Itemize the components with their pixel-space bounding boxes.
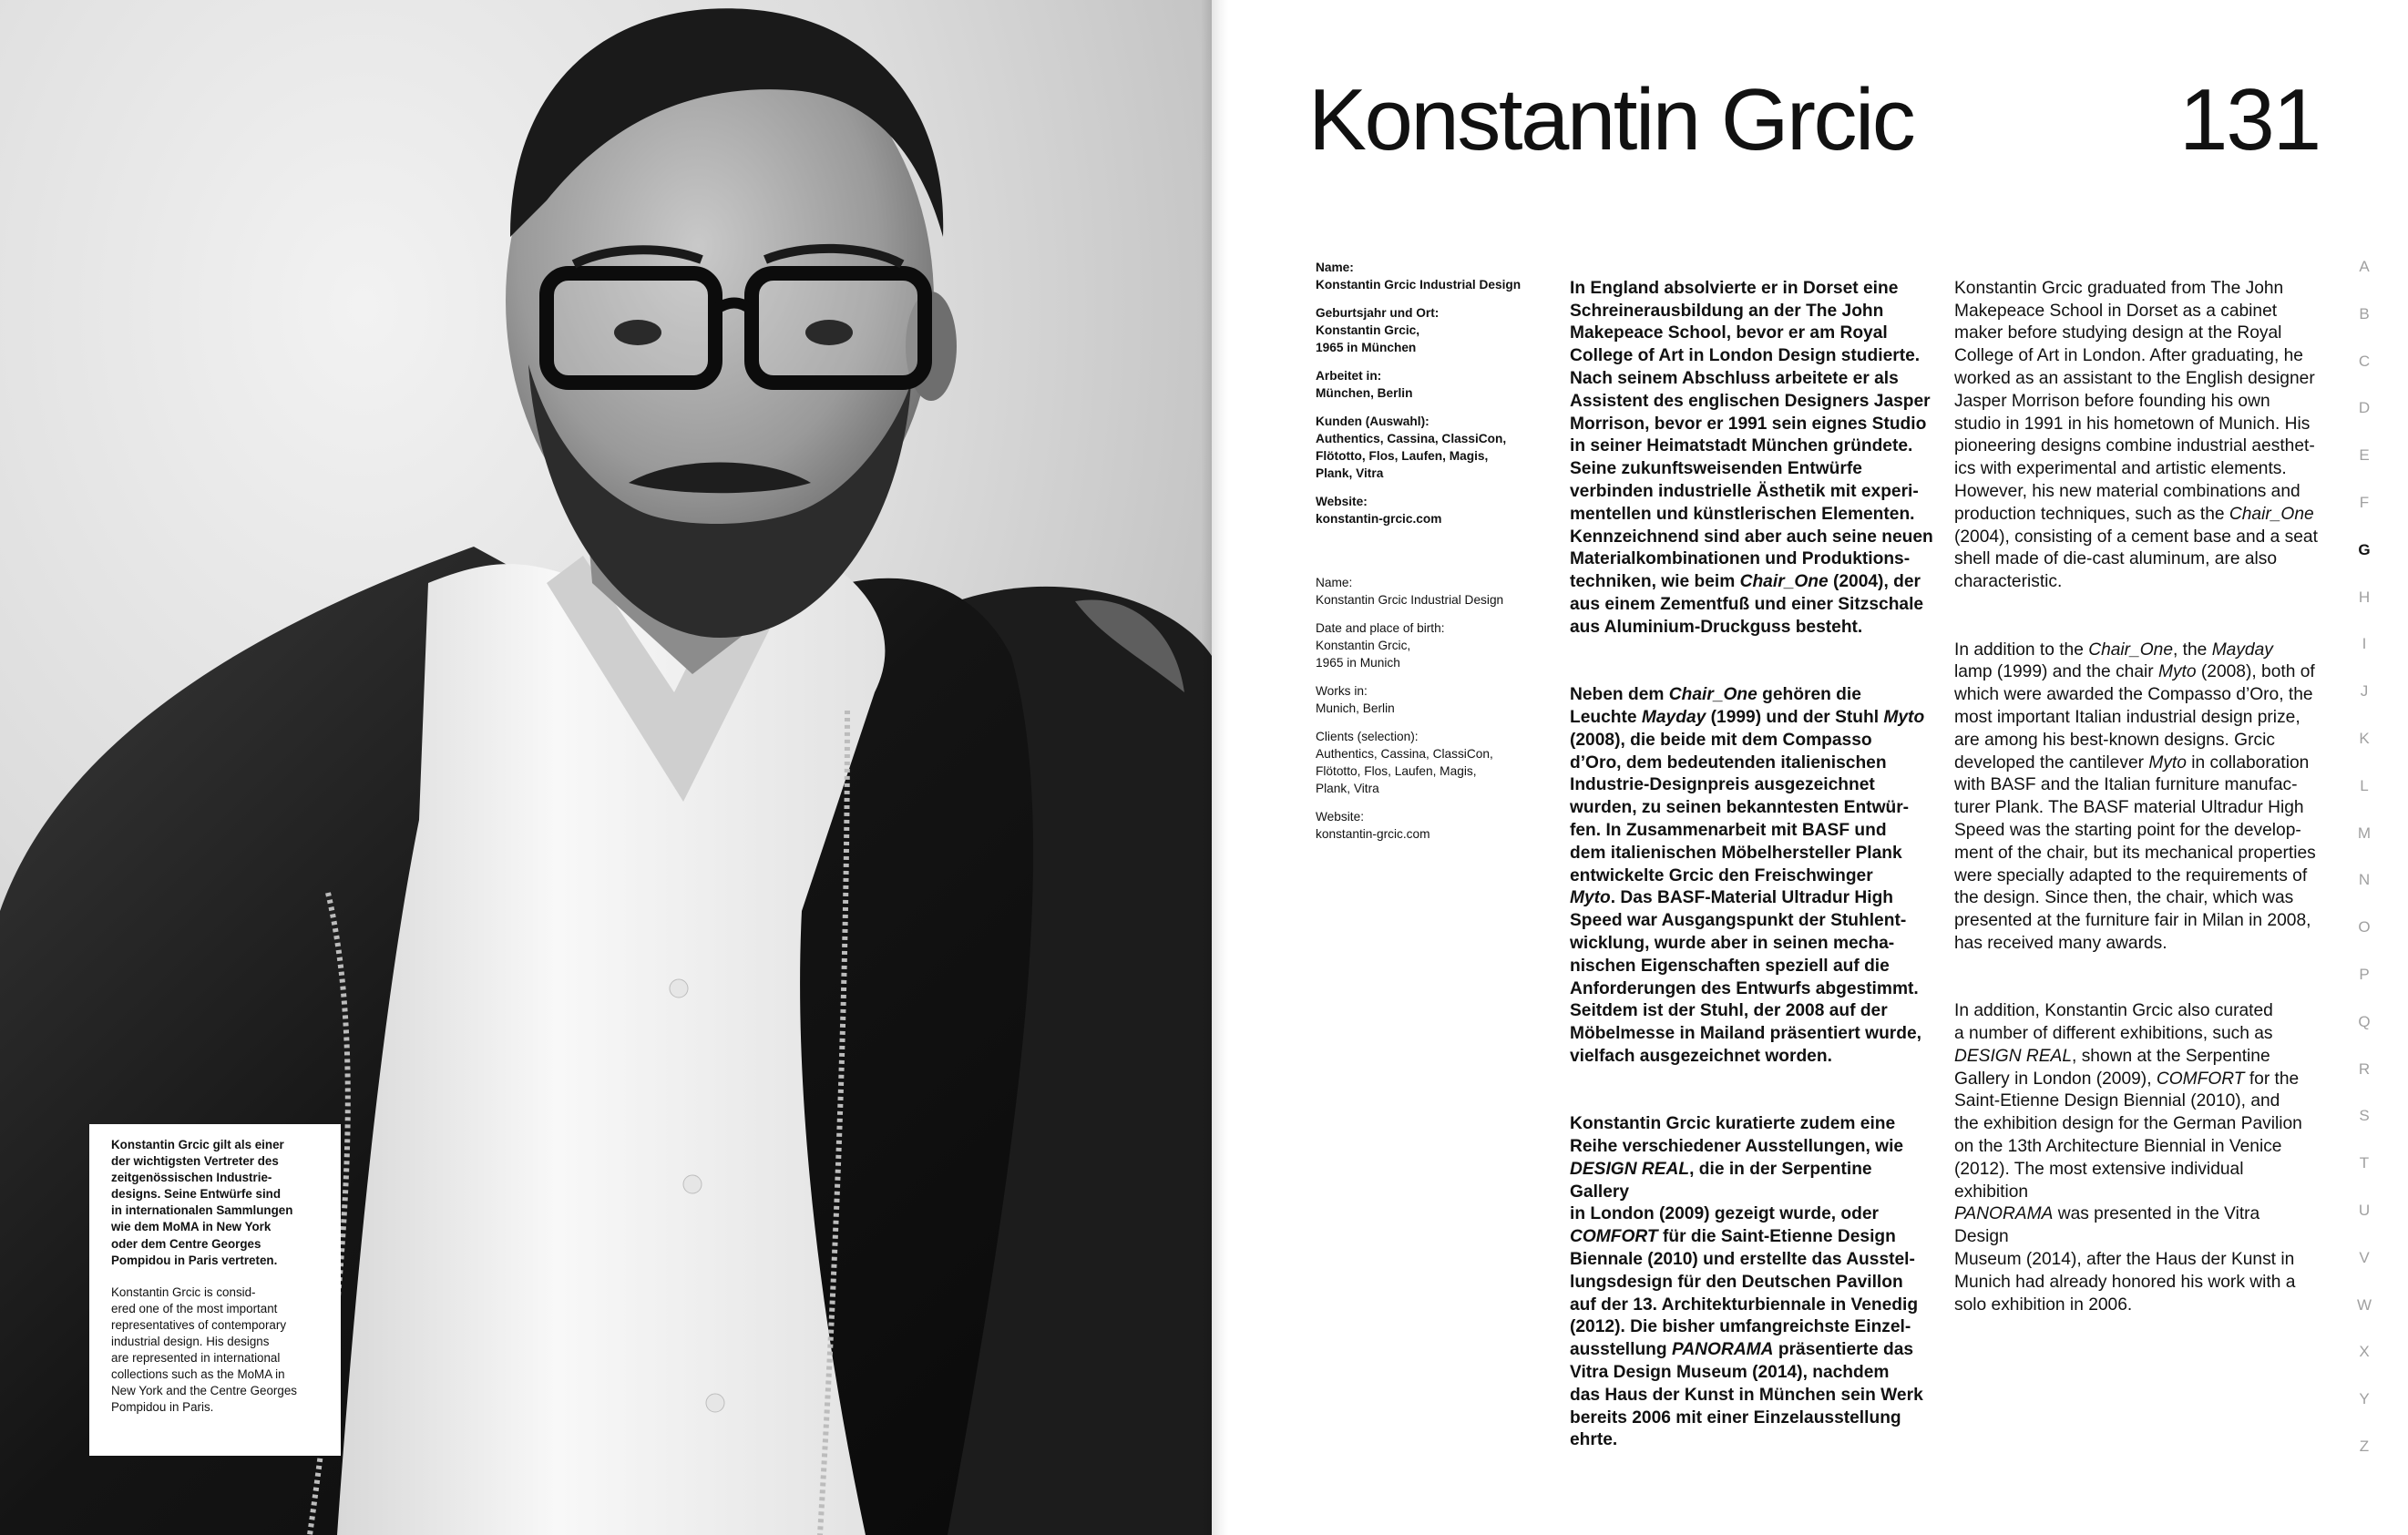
- meta-english: [1316, 574, 1552, 854]
- meta-label: Kunden (Auswahl):: [1316, 414, 1429, 428]
- alphabet-letter-s: S: [2359, 1107, 2370, 1125]
- meta-item: [1316, 413, 1552, 482]
- body-text-german: [1570, 255, 1934, 1475]
- meta-label: Name:: [1316, 261, 1354, 274]
- body-paragraph: In addition, Konstantin Grcic also curated a number of different exhibitions, such as DESIGN REAL, shown at the Serpentine Gallery in London (2009), COMFORT for the Saint-Etienne Design Biennial (2010), and the exhibition design for the German Pavilion on the 13th Architecture Biennial in Venice (2012). The most extensive individual exhibition PANORAMA was presented in the Vitra Design Museum (2014), after the Haus der Kunst in Munich had already honored his work with a solo exhibition in 2006.: [1954, 1001, 2302, 1315]
- meta-item: [1316, 728, 1552, 797]
- alphabet-letter-g: G: [2358, 540, 2371, 558]
- alphabet-index: [2351, 253, 2378, 1480]
- meta-item: [1316, 493, 1552, 527]
- body-paragraph: Konstantin Grcic kuratierte zudem eine Reihe verschiedener Ausstellungen, wie DESIGN REAL, die in der Serpentine Gallery in London (2009) gezeigt wurde, oder COMFORT für die Saint-Etienne Design Biennale (2010) und erstellte das Ausstel- lungsdesign für den Deutschen Pavillon auf der 13. Architekturbiennale in Venedig (2012). Die bisher umfangreichste Einzel- ausstellung PANORAMA präsentierte das Vitra Design Museum (2014), nachdem das Haus der Kunst in München sein Werk bereits 2006 mit einer Einzelausstellung ehrte.: [1570, 1114, 1923, 1450]
- meta-label: Geburtsjahr und Ort:: [1316, 306, 1440, 320]
- alphabet-letter-j: J: [2360, 682, 2369, 701]
- body-paragraph: In addition to the Chair_One, the Mayday lamp (1999) and the chair Myto (2008), both of which were awarded the Compasso d’Oro, the most important Italian industrial design prize, are among his best-known designs. Grcic developed the cantilever Myto in collaboration with BASF and the Italian furniture manufac- turer Plank. The BASF material Ultradur High Speed was the starting point for the develop- ment of the chair, but its mechanical properties were specially adapted to the requirements of the design. Since then, the chair, which was presented at the furniture fair in Milan in 2008, has received many awards.: [1954, 640, 2316, 953]
- alphabet-letter-u: U: [2358, 1201, 2371, 1219]
- caption-english: Konstantin Grcic is consid- ered one of the most important representatives of contemporary industrial design. His designs are represented in international collections such as the MoMA in New York and the Centre Georges Pompidou in Paris.: [111, 1284, 297, 1415]
- meta-item: [1316, 367, 1552, 402]
- alphabet-letter-r: R: [2358, 1059, 2371, 1078]
- caption-german: Konstantin Grcic gilt als einer der wichtigsten Vertreter des zeitgenössischen Industrie- designs. Seine Entwürfe sind in internationalen Sammlungen wie dem MoMA in New York oder dem Centre Georges Pompidou in Paris vertreten.: [111, 1138, 293, 1267]
- alphabet-letter-p: P: [2359, 965, 2370, 983]
- body-paragraph: Konstantin Grcic graduated from The John Makepeace School in Dorset as a cabinet maker before studying design at the Royal College of Art in London. After graduating, he worked as an assistant to the English designer Jasper Morrison before founding his own studio in 1991 in his hometown of Munich. His pioneering designs combine industrial aesthet- ics with experimental and artistic elements. However, his new material combinations and production techniques, such as the Chair_One (2004), consisting of a cement base and a seat shell made of die-cast aluminum, are also characteristic.: [1954, 278, 2318, 592]
- meta-value: Munich, Berlin: [1316, 701, 1395, 715]
- website-link-de: konstantin-grcic.com: [1316, 512, 1442, 526]
- meta-value: München, Berlin: [1316, 386, 1413, 400]
- alphabet-letter-m: M: [2357, 824, 2372, 842]
- meta-label: Clients (selection):: [1316, 730, 1419, 743]
- alphabet-letter-v: V: [2359, 1248, 2370, 1266]
- alphabet-letter-y: Y: [2359, 1390, 2370, 1408]
- meta-label: Date and place of birth:: [1316, 621, 1445, 635]
- alphabet-letter-w: W: [2356, 1295, 2372, 1314]
- meta-value: Authentics, Cassina, ClassiCon, Flötotto, Flos, Laufen, Magis, Plank, Vitra: [1316, 747, 1493, 795]
- alphabet-letter-l: L: [2360, 776, 2369, 794]
- alphabet-letter-d: D: [2358, 399, 2371, 417]
- alphabet-letter-b: B: [2359, 304, 2370, 322]
- page-number: 131: [2179, 71, 2321, 169]
- page-title: Konstantin Grcic: [1308, 71, 1914, 169]
- meta-value: Konstantin Grcic Industrial Design: [1316, 593, 1504, 607]
- meta-item: [1316, 259, 1552, 293]
- meta-value: Konstantin Grcic Industrial Design: [1316, 278, 1522, 292]
- meta-german: [1316, 259, 1552, 538]
- meta-label: Website:: [1316, 495, 1368, 508]
- meta-label: Arbeitet in:: [1316, 369, 1382, 383]
- alphabet-letter-e: E: [2359, 446, 2370, 465]
- alphabet-letter-n: N: [2358, 871, 2371, 889]
- alphabet-letter-c: C: [2358, 352, 2371, 370]
- portrait-caption-box: [89, 1124, 341, 1456]
- alphabet-letter-h: H: [2358, 588, 2371, 606]
- meta-item: [1316, 574, 1552, 609]
- alphabet-letter-i: I: [2362, 635, 2367, 653]
- alphabet-letter-x: X: [2359, 1343, 2370, 1361]
- alphabet-letter-z: Z: [2359, 1437, 2370, 1455]
- meta-item: [1316, 304, 1552, 356]
- alphabet-letter-t: T: [2359, 1154, 2370, 1172]
- meta-value: Konstantin Grcic, 1965 in Munich: [1316, 639, 1411, 670]
- body-paragraph: In England absolvierte er in Dorset eine Schreinerausbildung an der The John Makepeace School, bevor er am Royal College of Art in London Design studierte. Nach seinem Abschluss arbeitete er als Assistent des englischen Designers Jasper Morrison, bevor er 1991 sein eignes Studio in seiner Heimatstadt München gründete. Seine zukunftsweisenden Entwürfe verbinden industrielle Ästhetik mit experi- mentellen und künstlerischen Elementen. Kennzeichnend sind aber auch seine neuen Materialkombinationen und Produktions- techniken, wie beim Chair_One (2004), der aus einem Zementfuß und einer Sitzschale aus Aluminium-Druckguss besteht.: [1570, 278, 1933, 637]
- alphabet-letter-a: A: [2359, 258, 2370, 275]
- alphabet-letter-k: K: [2359, 729, 2370, 747]
- meta-item: [1316, 808, 1552, 843]
- alphabet-letter-f: F: [2359, 493, 2370, 511]
- meta-item: [1316, 682, 1552, 717]
- meta-label: Works in:: [1316, 684, 1368, 698]
- body-paragraph: Neben dem Chair_One gehören die Leuchte Mayday (1999) und der Stuhl Myto (2008), die beide mit dem Compasso d’Oro, dem bedeutenden italienischen Industrie-Designpreis ausgezeichnet wurden, zu seinen bekanntesten Entwür- fen. In Zusammenarbeit mit BASF und dem italienischen Möbelhersteller Plank entwickelte Grcic den Freischwinger Myto. Das BASF-Material Ultradur High Speed war Ausgangspunkt der Stuhlent- wicklung, wurde aber in seinen mecha- nischen Eigenschaften speziell auf die Anforderungen des Entwurfs abgestimmt. Seitdem ist der Stuhl, der 2008 auf der Möbelmesse in Mailand präsentiert wurde, vielfach ausgezeichnet worden.: [1570, 685, 1925, 1066]
- book-gutter-shadow: [1201, 0, 1228, 1535]
- alphabet-letter-o: O: [2358, 918, 2371, 936]
- meta-item: [1316, 619, 1552, 671]
- alphabet-letter-q: Q: [2358, 1012, 2371, 1030]
- meta-label: Website:: [1316, 810, 1364, 824]
- body-text-english: [1954, 255, 2319, 1339]
- website-link-en: konstantin-grcic.com: [1316, 827, 1430, 841]
- meta-value: Authentics, Cassina, ClassiCon, Flötotto, Flos, Laufen, Magis, Plank, Vitra: [1316, 432, 1507, 480]
- meta-value: Konstantin Grcic, 1965 in München: [1316, 323, 1420, 354]
- meta-label: Name:: [1316, 576, 1353, 589]
